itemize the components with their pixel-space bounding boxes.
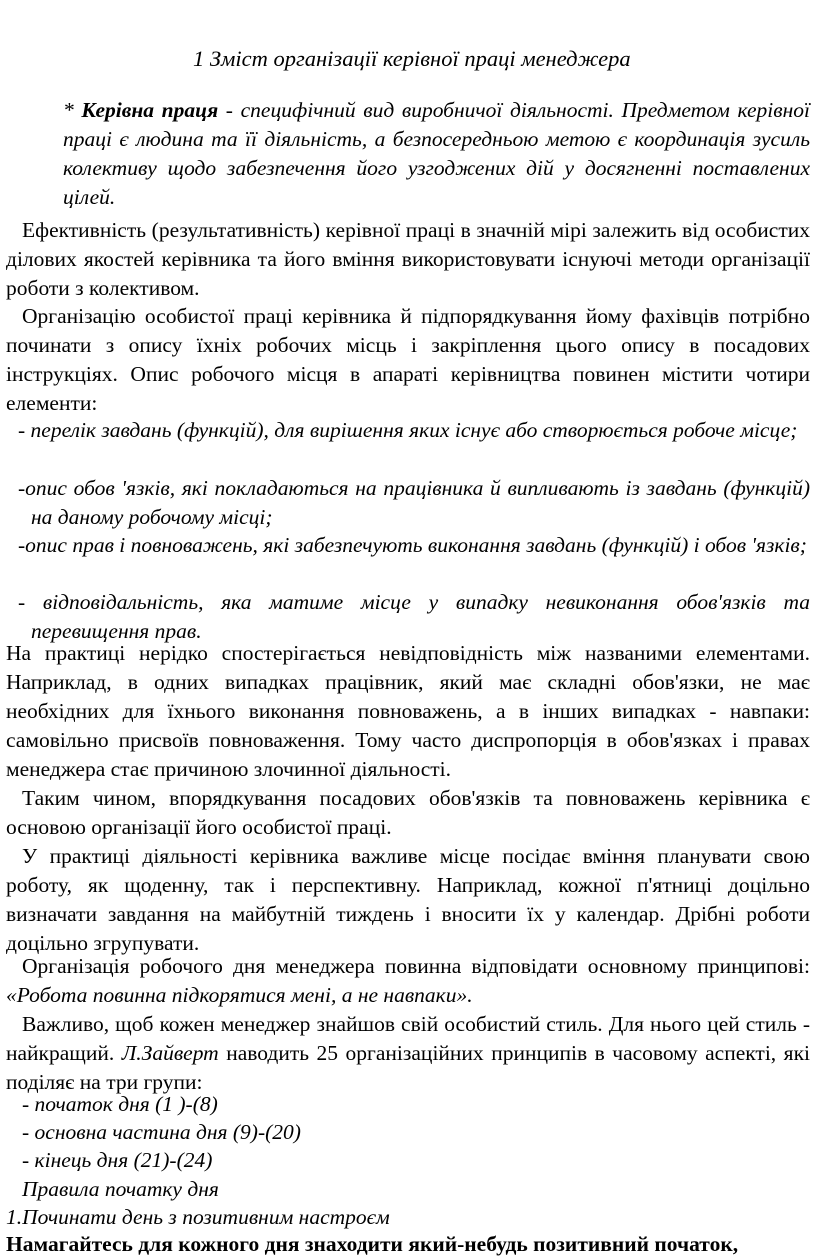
page-title: 1 Зміст організації керівної праці менеджера: [193, 46, 631, 71]
paragraph-planning: У практиці діяльності керівника важливе місце посідає вміння планувати свою роботу, як щоденну, так і перспективну. Наприклад, кожної п'ятниці доцільно визначати завдання на майбутній тиждень і вносити їх у календар. Дрібні роботи доцільно згрупувати.: [6, 844, 810, 955]
list-item: - кінець дня (21)-(24): [22, 1148, 213, 1172]
rule-description: Намагайтесь для кожного дня знаходити який-небудь позитивний початок,: [6, 1232, 739, 1256]
paragraph-style: [6, 1010, 810, 1097]
paragraph-conclusion: Таким чином, впорядкування посадових обов'язків та повноважень керівника є основою організації його особистої праці.: [6, 786, 810, 839]
list-item: - перелік завдань (функцій), для вирішення яких існує або створюється робоче місце;: [18, 418, 798, 442]
definition-text: - специфічний вид виробничої діяльності. Предметом керівної праці є людина та її діяльність, а безпосередньою метою є координація зусиль колективу щодо забезпечення його узгоджених дій у досягненні поставлених цілей.: [63, 98, 810, 209]
list-item: -опис обов 'язків, які покладаються на працівника й випливають із завдань (функцій) на даному робочому місці;: [18, 476, 810, 529]
definition-paragraph: [63, 96, 810, 212]
style-text-end: наводить 25 організаційних принципів в часовому аспекті, які поділяє на три групи:: [6, 1041, 810, 1094]
rules-heading: Правила початку дня: [22, 1177, 219, 1201]
principle-text: Організація робочого дня менеджера повинна відповідати основному принципові:: [22, 954, 810, 978]
paragraph-principle: [6, 952, 810, 1010]
style-author: Л.Зайверт: [121, 1041, 219, 1065]
style-text-start: Важливо, щоб кожен менеджер знайшов свій особистий стиль. Для нього цей стиль - найкращий.: [6, 1012, 810, 1065]
list-item: - початок дня (1 )-(8): [22, 1092, 218, 1116]
list-item: - основна частина дня (9)-(20): [22, 1120, 301, 1144]
principle-quote: «Робота повинна підкорятися мені, а не навпаки».: [6, 983, 473, 1007]
paragraph-effectiveness: Ефективність (результативність) керівної праці в значній мірі залежить від особистих ділових якостей керівника та його вміння використовувати існуючі методи організації роботи з колективом.: [6, 218, 810, 300]
list-item: -опис прав і повноважень, які забезпечують виконання завдань (функцій) і обов 'язків;: [18, 533, 807, 557]
paragraph-organization: Організацію особистої праці керівника й підпорядкування йому фахівців потрібно починати з опису їхніх робочих місць і закріплення цього опису в посадових інструкціях. Опис робочого місця в апараті керівництва повинен містити чотири елементи:: [6, 304, 810, 415]
list-item: - відповідальність, яка матиме місце у випадку невиконання обов'язків та перевищення прав.: [18, 590, 810, 643]
rule-item: 1.Починати день з позитивним настроєм: [6, 1205, 390, 1229]
definition-bullet: *: [63, 98, 82, 122]
definition-term: Керівна праця: [81, 98, 219, 122]
paragraph-practice: На практиці нерідко спостерігається невідповідність між названими елементами. Наприклад, в одних випадках працівник, який має складні обов'язки, не має необхідних для їхнього виконання повноважень, а в інших випадках - навпаки: самовільно присвоїв повноваження. Тому часто диспропорція в обов'язках і правах менеджера стає причиною злочинної діяльності.: [6, 641, 810, 781]
